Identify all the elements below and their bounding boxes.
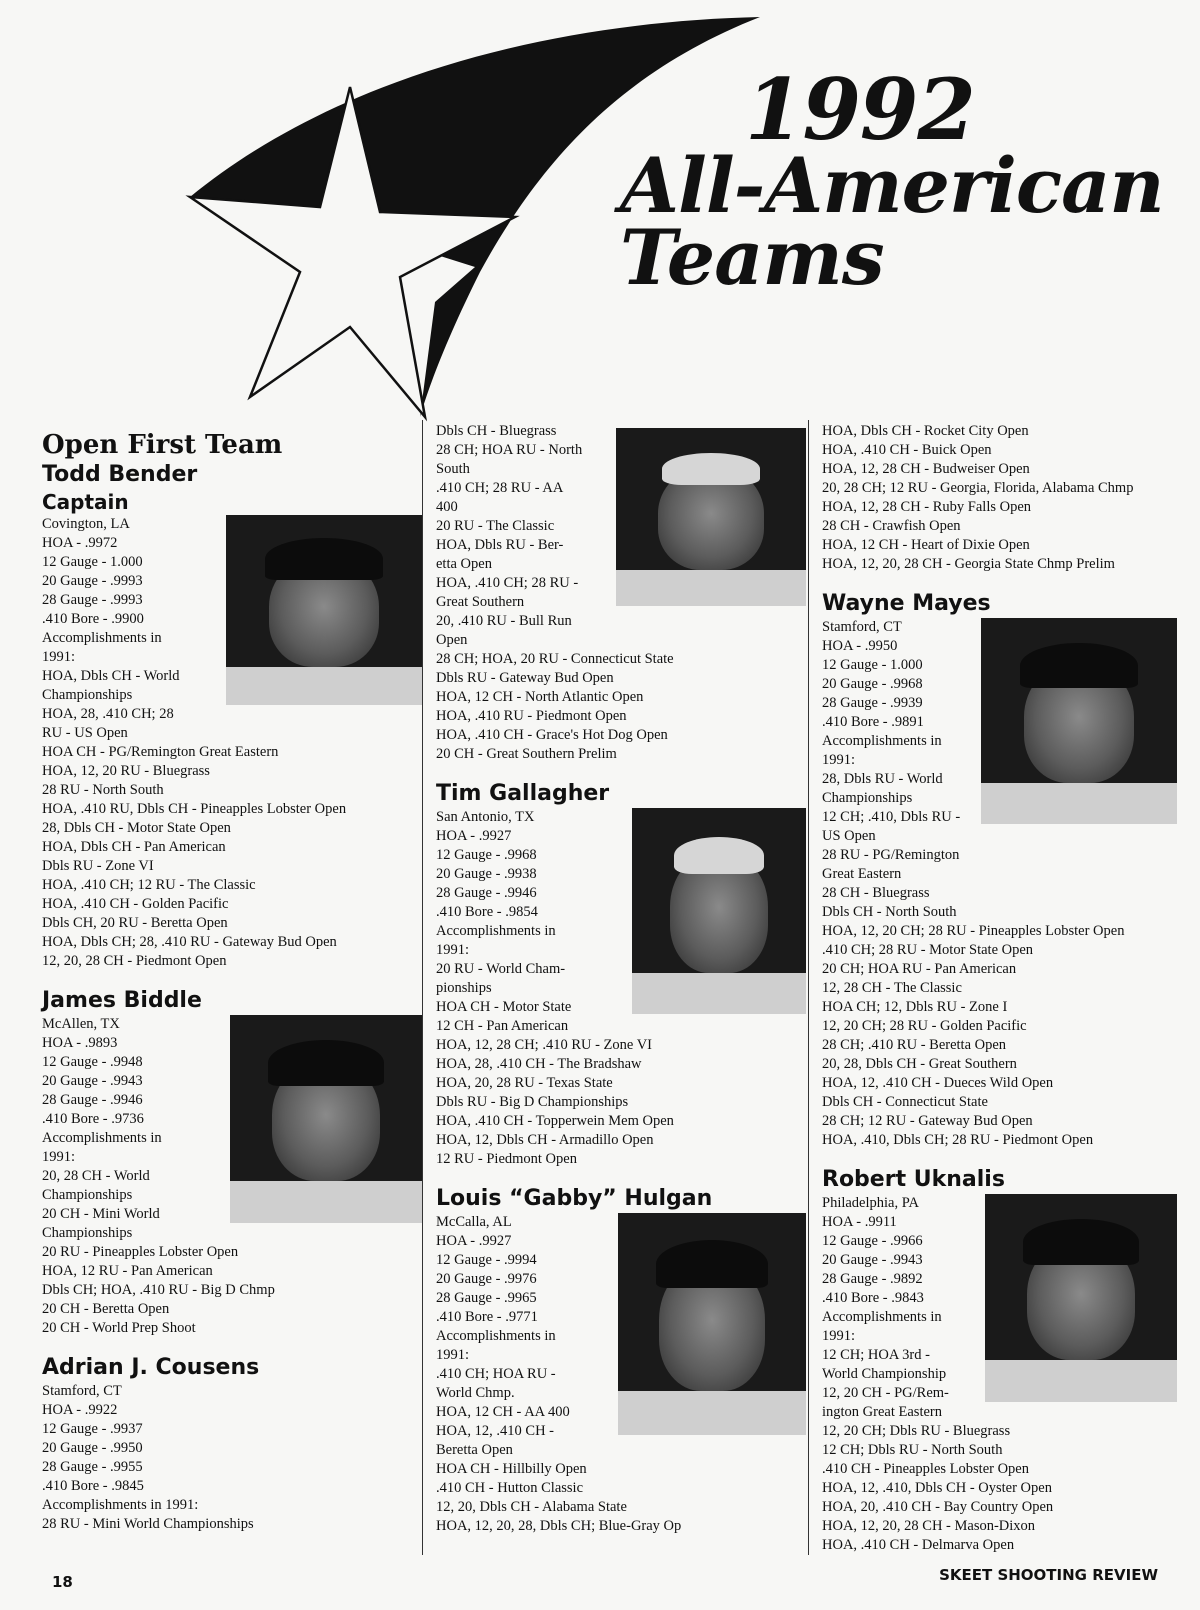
stat-line: 12 CH; HOA 3rd - — [822, 1347, 930, 1363]
stat-line: Dbls CH; HOA, .410 RU - Big D Chmp — [42, 1282, 275, 1298]
stat-line: HOA, .410 RU, Dbls CH - Pineapples Lobster Open — [42, 801, 347, 817]
stat-line: HOA - .9911 — [822, 1214, 897, 1230]
stat-line: 12 CH; Dbls RU - North South — [822, 1442, 1003, 1458]
stat-line: Dbls CH - Connecticut State — [822, 1094, 988, 1110]
stat-line: 28 RU - North South — [42, 782, 164, 798]
stat-line: 20 Gauge - .9968 — [822, 676, 923, 692]
stat-line: 20 CH - Beretta Open — [42, 1301, 170, 1317]
stat-line: Championships — [822, 790, 913, 806]
stat-line: 1991: — [42, 649, 76, 665]
stat-line: Covington, LA — [42, 516, 130, 532]
stat-line: HOA, Dbls CH - Pan American — [42, 839, 226, 855]
stat-line: 20 CH - Mini World — [42, 1206, 160, 1222]
stat-line: 12 Gauge - .9968 — [436, 847, 537, 863]
stat-line: 12 Gauge - 1.000 — [822, 657, 923, 673]
player-role-captain: Captain — [42, 490, 129, 514]
stat-line: South — [436, 461, 470, 477]
stat-line: Dbls RU - Big D Championships — [436, 1094, 629, 1110]
player-name-louis-hulgan: Louis “Gabby” Hulgan — [436, 1186, 713, 1211]
stat-line: HOA, 12, 20 CH; 28 RU - Pineapples Lobster Open — [822, 923, 1125, 939]
stat-line: .410 Bore - .9891 — [822, 714, 924, 730]
stat-line: HOA, .410 CH - Buick Open — [822, 442, 992, 458]
stat-line: .410 Bore - .9900 — [42, 611, 144, 627]
stat-line: 12 RU - Piedmont Open — [436, 1151, 577, 1167]
stat-line: HOA, 12, .410, Dbls CH - Oyster Open — [822, 1480, 1052, 1496]
stat-line: pionships — [436, 980, 492, 996]
stat-line: 1991: — [436, 942, 470, 958]
stat-line: Championships — [42, 1187, 133, 1203]
title-line-2: All-American — [620, 140, 1164, 230]
stat-line: Dbls CH, 20 RU - Beretta Open — [42, 915, 228, 931]
stat-line: HOA, 20, .410 CH - Bay Country Open — [822, 1499, 1054, 1515]
column-3 — [822, 422, 1177, 1555]
stat-line: 28 CH; HOA RU - North — [436, 442, 583, 458]
page-number: 18 — [52, 1573, 73, 1591]
stat-line: 28 Gauge - .9892 — [822, 1271, 923, 1287]
stat-line: .410 CH; 28 RU - Motor State Open — [822, 942, 1034, 958]
player-name-tim-gallagher: Tim Gallagher — [436, 781, 610, 806]
stat-line: HOA CH - Motor State — [436, 999, 572, 1015]
player-name-wayne-mayes: Wayne Mayes — [822, 591, 991, 616]
stat-line: Philadelphia, PA — [822, 1195, 919, 1211]
stat-line: .410 Bore - .9771 — [436, 1309, 538, 1325]
stat-line: HOA CH - PG/Remington Great Eastern — [42, 744, 279, 760]
stat-line: HOA - .9972 — [42, 535, 118, 551]
stat-line: Accomplishments in — [436, 1328, 556, 1344]
stat-line: 12, 20 CH; 28 RU - Golden Pacific — [822, 1018, 1027, 1034]
page-title — [620, 60, 1164, 302]
stat-line: HOA, .410 CH - Topperwein Mem Open — [436, 1113, 674, 1129]
stat-line: 1991: — [42, 1149, 76, 1165]
stat-line: HOA, 12, 20, 28, Dbls CH; Blue-Gray Op — [436, 1518, 682, 1534]
stat-line: World Championship — [822, 1366, 947, 1382]
stat-line: HOA, 12, 28 CH; .410 RU - Zone VI — [436, 1037, 653, 1053]
stat-line: World Chmp. — [436, 1385, 515, 1401]
player-stats-adrian-cousens — [42, 1382, 422, 1534]
player-photo-tim-gallagher — [632, 808, 806, 1014]
stat-line: .410 Bore - .9843 — [822, 1290, 924, 1306]
column-divider-1 — [422, 420, 423, 1555]
stat-line: 12, 28 CH - The Classic — [822, 980, 962, 996]
stat-line: Accomplishments in — [822, 733, 942, 749]
stat-line: 12, 20 CH - PG/Rem- — [822, 1385, 949, 1401]
stat-line: Great Eastern — [822, 866, 902, 882]
stat-line: McCalla, AL — [436, 1214, 512, 1230]
stat-line: 12 CH; .410, Dbls RU - — [822, 809, 961, 825]
stat-line: 28 RU - PG/Remington — [822, 847, 960, 863]
stat-line: HOA, .410 CH; 28 RU - — [436, 575, 579, 591]
stat-line: 1991: — [822, 1328, 856, 1344]
player-name-todd-bender: Todd Bender — [42, 462, 198, 487]
stat-line: 20 Gauge - .9976 — [436, 1271, 537, 1287]
stat-line: HOA, .410 CH - Golden Pacific — [42, 896, 229, 912]
stat-line: HOA - .9927 — [436, 1233, 512, 1249]
stat-line: 28, Dbls CH - Motor State Open — [42, 820, 231, 836]
section-title: Open First Team — [42, 430, 283, 460]
stat-line: HOA - .9922 — [42, 1402, 118, 1418]
stat-line: HOA - .9950 — [822, 638, 898, 654]
stat-line: HOA, Dbls CH; 28, .410 RU - Gateway Bud Open — [42, 934, 337, 950]
magazine-name: SKEET SHOOTING REVIEW — [939, 1566, 1158, 1584]
stat-line: 20 Gauge - .9938 — [436, 866, 537, 882]
player-photo-louis-hulgan — [618, 1213, 806, 1435]
player-name-adrian-cousens: Adrian J. Cousens — [42, 1355, 260, 1380]
stat-line: ington Great Eastern — [822, 1404, 942, 1420]
stat-line: .410 CH - Hutton Classic — [436, 1480, 584, 1496]
stat-line: San Antonio, TX — [436, 809, 535, 825]
stat-line: Dbls CH - North South — [822, 904, 957, 920]
stat-line: RU - US Open — [42, 725, 128, 741]
stat-line: 400 — [436, 499, 458, 515]
stat-line: Championships — [42, 1225, 133, 1241]
stat-line: Championships — [42, 687, 133, 703]
player-photo-robert-uknalis — [985, 1194, 1177, 1402]
stat-line: 28 CH; .410 RU - Beretta Open — [822, 1037, 1007, 1053]
stat-line: 28 CH; 12 RU - Gateway Bud Open — [822, 1113, 1033, 1129]
stat-line: McAllen, TX — [42, 1016, 120, 1032]
stat-line: 1991: — [436, 1347, 470, 1363]
stat-line: 28 RU - Mini World Championships — [42, 1516, 254, 1532]
player-photo-wayne-mayes — [981, 618, 1177, 824]
stat-line: HOA, 20, 28 RU - Texas State — [436, 1075, 613, 1091]
stat-line: 20 CH - World Prep Shoot — [42, 1320, 196, 1336]
stat-line: 20, 28 CH - World — [42, 1168, 150, 1184]
stat-line: 12 Gauge - .9948 — [42, 1054, 143, 1070]
stat-line: Great Southern — [436, 594, 525, 610]
stat-line: Accomplishments in — [436, 923, 556, 939]
stat-line: 28 Gauge - .9993 — [42, 592, 143, 608]
stat-line: 20 Gauge - .9950 — [42, 1440, 143, 1456]
stat-line: .410 Bore - .9736 — [42, 1111, 144, 1127]
stat-line: 12, 20, 28 CH - Piedmont Open — [42, 953, 227, 969]
stat-line: HOA, 12, Dbls CH - Armadillo Open — [436, 1132, 654, 1148]
stat-line: 20 Gauge - .9943 — [42, 1073, 143, 1089]
stat-line: 20 RU - The Classic — [436, 518, 555, 534]
player-photo-james-biddle — [230, 1015, 422, 1223]
stat-line: 28, Dbls RU - World — [822, 771, 943, 787]
stat-line: HOA, 12, 28 CH - Ruby Falls Open — [822, 499, 1032, 515]
stat-line: Beretta Open — [436, 1442, 513, 1458]
stat-line: HOA, 12, .410 CH - — [436, 1423, 555, 1439]
stat-line: 1991: — [822, 752, 856, 768]
stat-line: HOA, .410 CH - Delmarva Open — [822, 1537, 1015, 1553]
player-stats-louis-hulgan-cont — [822, 422, 1177, 574]
stat-line: 20 Gauge - .9943 — [822, 1252, 923, 1268]
stat-line: HOA, 12, 28 CH - Budweiser Open — [822, 461, 1030, 477]
stat-line: HOA, 12 CH - North Atlantic Open — [436, 689, 644, 705]
stat-line: HOA, 12, 20, 28 CH - Georgia State Chmp Prelim — [822, 556, 1115, 572]
stat-line: HOA CH; 12, Dbls RU - Zone I — [822, 999, 1008, 1015]
stat-line: Accomplishments in — [42, 1130, 162, 1146]
stat-line: Dbls RU - Zone VI — [42, 858, 154, 874]
stat-line: HOA, .410 RU - Piedmont Open — [436, 708, 627, 724]
stat-line: 20, 28, Dbls CH - Great Southern — [822, 1056, 1017, 1072]
stat-line: HOA, Dbls RU - Ber- — [436, 537, 564, 553]
player-photo-todd-bender — [226, 515, 422, 705]
stat-line: HOA, 12 RU - Pan American — [42, 1263, 213, 1279]
stat-line: 28 CH; HOA, 20 RU - Connecticut State — [436, 651, 674, 667]
stat-line: 12 Gauge - 1.000 — [42, 554, 143, 570]
stat-line: Accomplishments in — [822, 1309, 942, 1325]
stat-line: 28 Gauge - .9946 — [436, 885, 537, 901]
player-name-robert-uknalis: Robert Uknalis — [822, 1167, 1005, 1192]
column-divider-2 — [808, 420, 809, 1555]
player-name-james-biddle: James Biddle — [42, 988, 202, 1013]
stat-line: HOA, .410 CH; 12 RU - The Classic — [42, 877, 256, 893]
stat-line: Accomplishments in 1991: — [42, 1497, 199, 1513]
stat-line: Stamford, CT — [42, 1383, 122, 1399]
stat-line: Open — [436, 632, 468, 648]
stat-line: HOA, 12 CH - AA 400 — [436, 1404, 570, 1420]
stat-line: HOA, 28, .410 CH; 28 — [42, 706, 174, 722]
stat-line: 28 Gauge - .9965 — [436, 1290, 537, 1306]
title-year: 1992 — [745, 60, 975, 159]
stat-line: HOA, 12 CH - Heart of Dixie Open — [822, 537, 1030, 553]
stat-line: 12 Gauge - .9937 — [42, 1421, 143, 1437]
stat-line: Stamford, CT — [822, 619, 902, 635]
stat-line: 28 CH - Bluegrass — [822, 885, 930, 901]
stat-line: 20 RU - World Cham- — [436, 961, 566, 977]
column-2 — [436, 422, 806, 1536]
stat-line: 28 Gauge - .9939 — [822, 695, 923, 711]
stat-line: HOA - .9893 — [42, 1035, 118, 1051]
stat-line: HOA, 12, 20, 28 CH - Mason-Dixon — [822, 1518, 1036, 1534]
stat-line: HOA, 28, .410 CH - The Bradshaw — [436, 1056, 642, 1072]
stat-line: US Open — [822, 828, 876, 844]
stat-line: Dbls CH - Bluegrass — [436, 423, 557, 439]
stat-line: 20 RU - Pineapples Lobster Open — [42, 1244, 239, 1260]
stat-line: HOA, Dbls CH - Rocket City Open — [822, 423, 1029, 439]
column-1 — [42, 422, 422, 1534]
stat-line: 12 CH - Pan American — [436, 1018, 569, 1034]
stat-line: 28 Gauge - .9955 — [42, 1459, 143, 1475]
stat-line: HOA, Dbls CH - World — [42, 668, 180, 684]
stat-line: HOA, 12, .410 CH - Dueces Wild Open — [822, 1075, 1054, 1091]
title-line-3: Teams — [620, 212, 884, 302]
stat-line: HOA - .9927 — [436, 828, 512, 844]
stat-line: 28 CH - Crawfish Open — [822, 518, 961, 534]
stat-line: Accomplishments in — [42, 630, 162, 646]
player-photo-adrian-cousens — [616, 428, 806, 606]
stat-line: 12, 20, Dbls CH - Alabama State — [436, 1499, 627, 1515]
stat-line: 12 Gauge - .9966 — [822, 1233, 923, 1249]
stat-line: .410 CH; 28 RU - AA — [436, 480, 564, 496]
stat-line: .410 Bore - .9845 — [42, 1478, 144, 1494]
stat-line: Dbls RU - Gateway Bud Open — [436, 670, 614, 686]
stat-line: etta Open — [436, 556, 492, 572]
stat-line: 20, .410 RU - Bull Run — [436, 613, 572, 629]
stat-line: 20 CH; HOA RU - Pan American — [822, 961, 1017, 977]
stat-line: 20 Gauge - .9993 — [42, 573, 143, 589]
stat-line: .410 CH; HOA RU - — [436, 1366, 556, 1382]
stat-line: HOA, 12, 20 RU - Bluegrass — [42, 763, 210, 779]
stat-line: .410 Bore - .9854 — [436, 904, 538, 920]
stat-line: HOA, .410, Dbls CH; 28 RU - Piedmont Open — [822, 1132, 1094, 1148]
stat-line: 12 Gauge - .9994 — [436, 1252, 537, 1268]
stat-line: 12, 20 CH; Dbls RU - Bluegrass — [822, 1423, 1011, 1439]
stat-line: HOA, .410 CH - Grace's Hot Dog Open — [436, 727, 668, 743]
stat-line: 20 CH - Great Southern Prelim — [436, 746, 617, 762]
stat-line: 28 Gauge - .9946 — [42, 1092, 143, 1108]
stat-line: 20, 28 CH; 12 RU - Georgia, Florida, Alabama Chmp — [822, 480, 1134, 496]
stat-line: HOA CH - Hillbilly Open — [436, 1461, 587, 1477]
stat-line: .410 CH - Pineapples Lobster Open — [822, 1461, 1029, 1477]
